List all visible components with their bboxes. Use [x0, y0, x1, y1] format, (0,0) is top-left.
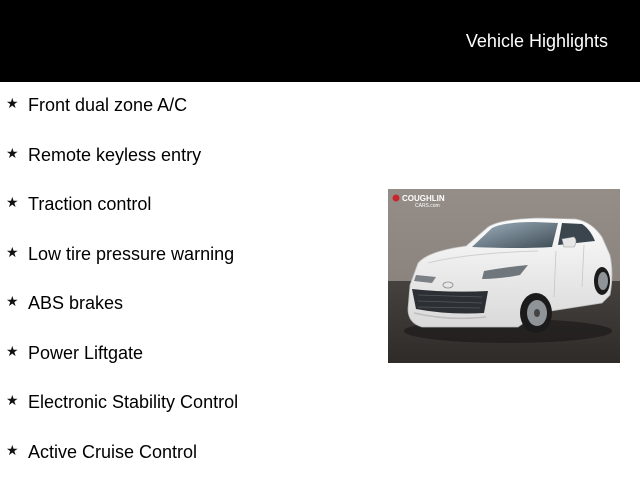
feature-label: Power Liftgate [28, 343, 144, 363]
feature-item [0, 193, 380, 217]
feature-item [0, 243, 380, 267]
feature-item [0, 441, 380, 465]
star-icon: ★ [6, 245, 19, 261]
feature-item [0, 144, 380, 168]
feature-item [0, 94, 380, 118]
star-icon: ★ [6, 393, 19, 409]
feature-item [0, 342, 380, 366]
star-icon: ★ [6, 443, 19, 459]
star-icon: ★ [6, 195, 19, 211]
feature-label: ABS brakes [28, 293, 124, 313]
feature-label: Electronic Stability Control [28, 392, 239, 412]
feature-label: Low tire pressure warning [28, 244, 235, 264]
star-icon: ★ [6, 294, 19, 310]
page-title: Vehicle Highlights [465, 31, 608, 51]
feature-item [0, 292, 380, 316]
dealer-logo-text: COUGHLIN [402, 194, 445, 203]
star-icon: ★ [6, 96, 19, 112]
feature-label: Traction control [28, 194, 152, 214]
feature-label: Remote keyless entry [28, 145, 202, 165]
feature-label: Front dual zone A/C [28, 95, 188, 115]
star-icon: ★ [6, 146, 19, 162]
star-icon: ★ [6, 344, 19, 360]
vehicle-photo [388, 189, 620, 363]
dealer-logo-subtext: CARS.com [415, 203, 440, 209]
header-bar [0, 0, 640, 82]
feature-label: Active Cruise Control [28, 442, 198, 462]
feature-item [0, 391, 380, 415]
